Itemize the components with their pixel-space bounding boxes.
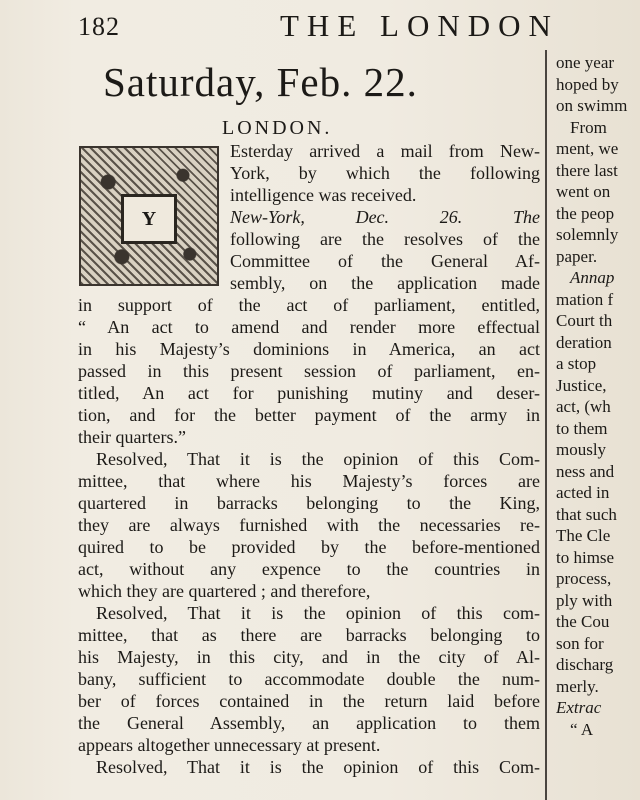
right-line: solemnly — [556, 225, 619, 244]
right-article-column — [556, 52, 640, 740]
right-line: hoped by — [556, 74, 619, 94]
article-line: following are the resolves of the — [230, 229, 540, 249]
right-line: son for — [556, 633, 604, 653]
right-line: to them — [556, 418, 608, 438]
date-heading: Saturday, Feb. 22. — [103, 59, 418, 105]
right-line: mously — [556, 440, 607, 459]
right-line: merly. — [556, 676, 599, 696]
article-line: titled, An act for punishing mutiny and deser- — [78, 383, 540, 403]
article-line: quartered in barracks belonging to the King, — [78, 493, 540, 513]
right-line: went on — [556, 182, 611, 201]
right-line: process, — [556, 569, 612, 588]
article-line: mittee, that as there are barracks belonging to — [78, 625, 540, 645]
article-line: appears altogether unnecessary at present. — [78, 735, 381, 755]
right-line: Extrac — [556, 698, 602, 717]
article-line: the General Assembly, an application to them — [78, 713, 540, 733]
main-article-column — [78, 140, 540, 778]
article-line: their quarters.” — [78, 427, 186, 447]
article-line: Esterday arrived a mail from New- — [230, 141, 540, 161]
article-line: his Majesty, in this city, and in the city of Al- — [78, 647, 540, 667]
right-line: that such — [556, 504, 617, 524]
masthead: THE LONDON — [280, 8, 559, 43]
article-line: Resolved, That it is the opinion of this Com- — [96, 449, 540, 469]
initial-letter: Y — [121, 194, 177, 244]
page-number: 182 — [78, 12, 120, 41]
right-line: the peop — [556, 203, 615, 223]
right-line: deration — [556, 332, 612, 352]
article-line: sembly, on the application made — [230, 273, 540, 293]
article-line: intelligence was received. — [230, 185, 417, 205]
article-line: Resolved, That it is the opinion of this com- — [96, 603, 540, 623]
right-line: mation f — [556, 289, 614, 309]
right-line: on swimm — [556, 96, 628, 115]
right-line: Justice, — [556, 375, 607, 395]
section-heading: LONDON. — [222, 117, 333, 139]
article-line: which they are quartered ; and therefore, — [78, 581, 371, 601]
article-line: “ An act to amend and render more effectual — [78, 317, 540, 337]
right-line: to himse — [556, 547, 615, 567]
article-line: quired to be provided by the before-mentioned — [78, 537, 540, 557]
article-line: in support of the act of parliament, entitled, — [78, 295, 540, 315]
article-line: mittee, that where his Majesty’s forces are — [78, 471, 540, 491]
right-line: ness and — [556, 461, 615, 481]
article-line: York, by which the following — [230, 163, 540, 183]
right-line: discharg — [556, 655, 614, 674]
article-line: Committee of the General Af- — [230, 251, 540, 271]
right-line: there last — [556, 160, 618, 180]
right-line: ment, we — [556, 139, 619, 158]
right-line: one year — [556, 53, 615, 72]
right-line: Annap — [570, 268, 615, 287]
right-line: acted in — [556, 483, 610, 502]
article-line: in his Majesty’s dominions in America, an act — [78, 339, 540, 359]
right-line: From — [570, 117, 607, 137]
article-line: passed in this present session of parliament, en- — [78, 361, 540, 381]
article-line: they are always furnished with the necessaries re- — [78, 515, 540, 535]
right-line: Court th — [556, 311, 613, 330]
article-line: New-York, Dec. 26. The — [230, 207, 540, 227]
right-line: ply with — [556, 590, 613, 610]
right-line: The Cle — [556, 526, 611, 545]
article-line: tion, and for the better payment of the army in — [78, 405, 540, 425]
article-line: act, without any expence to the countries in — [78, 559, 540, 579]
article-line: bany, sufficient to accommodate double the num- — [78, 669, 540, 689]
right-line: a stop — [556, 354, 597, 373]
right-line: “ A — [570, 719, 594, 739]
right-line: the Cou — [556, 612, 610, 631]
article-line: ber of forces contained in the return laid before — [78, 691, 540, 711]
article-line: Resolved, That it is the opinion of this Com- — [96, 757, 540, 777]
right-line: act, (wh — [556, 397, 611, 416]
right-line: paper. — [556, 246, 598, 266]
column-divider — [545, 50, 547, 800]
